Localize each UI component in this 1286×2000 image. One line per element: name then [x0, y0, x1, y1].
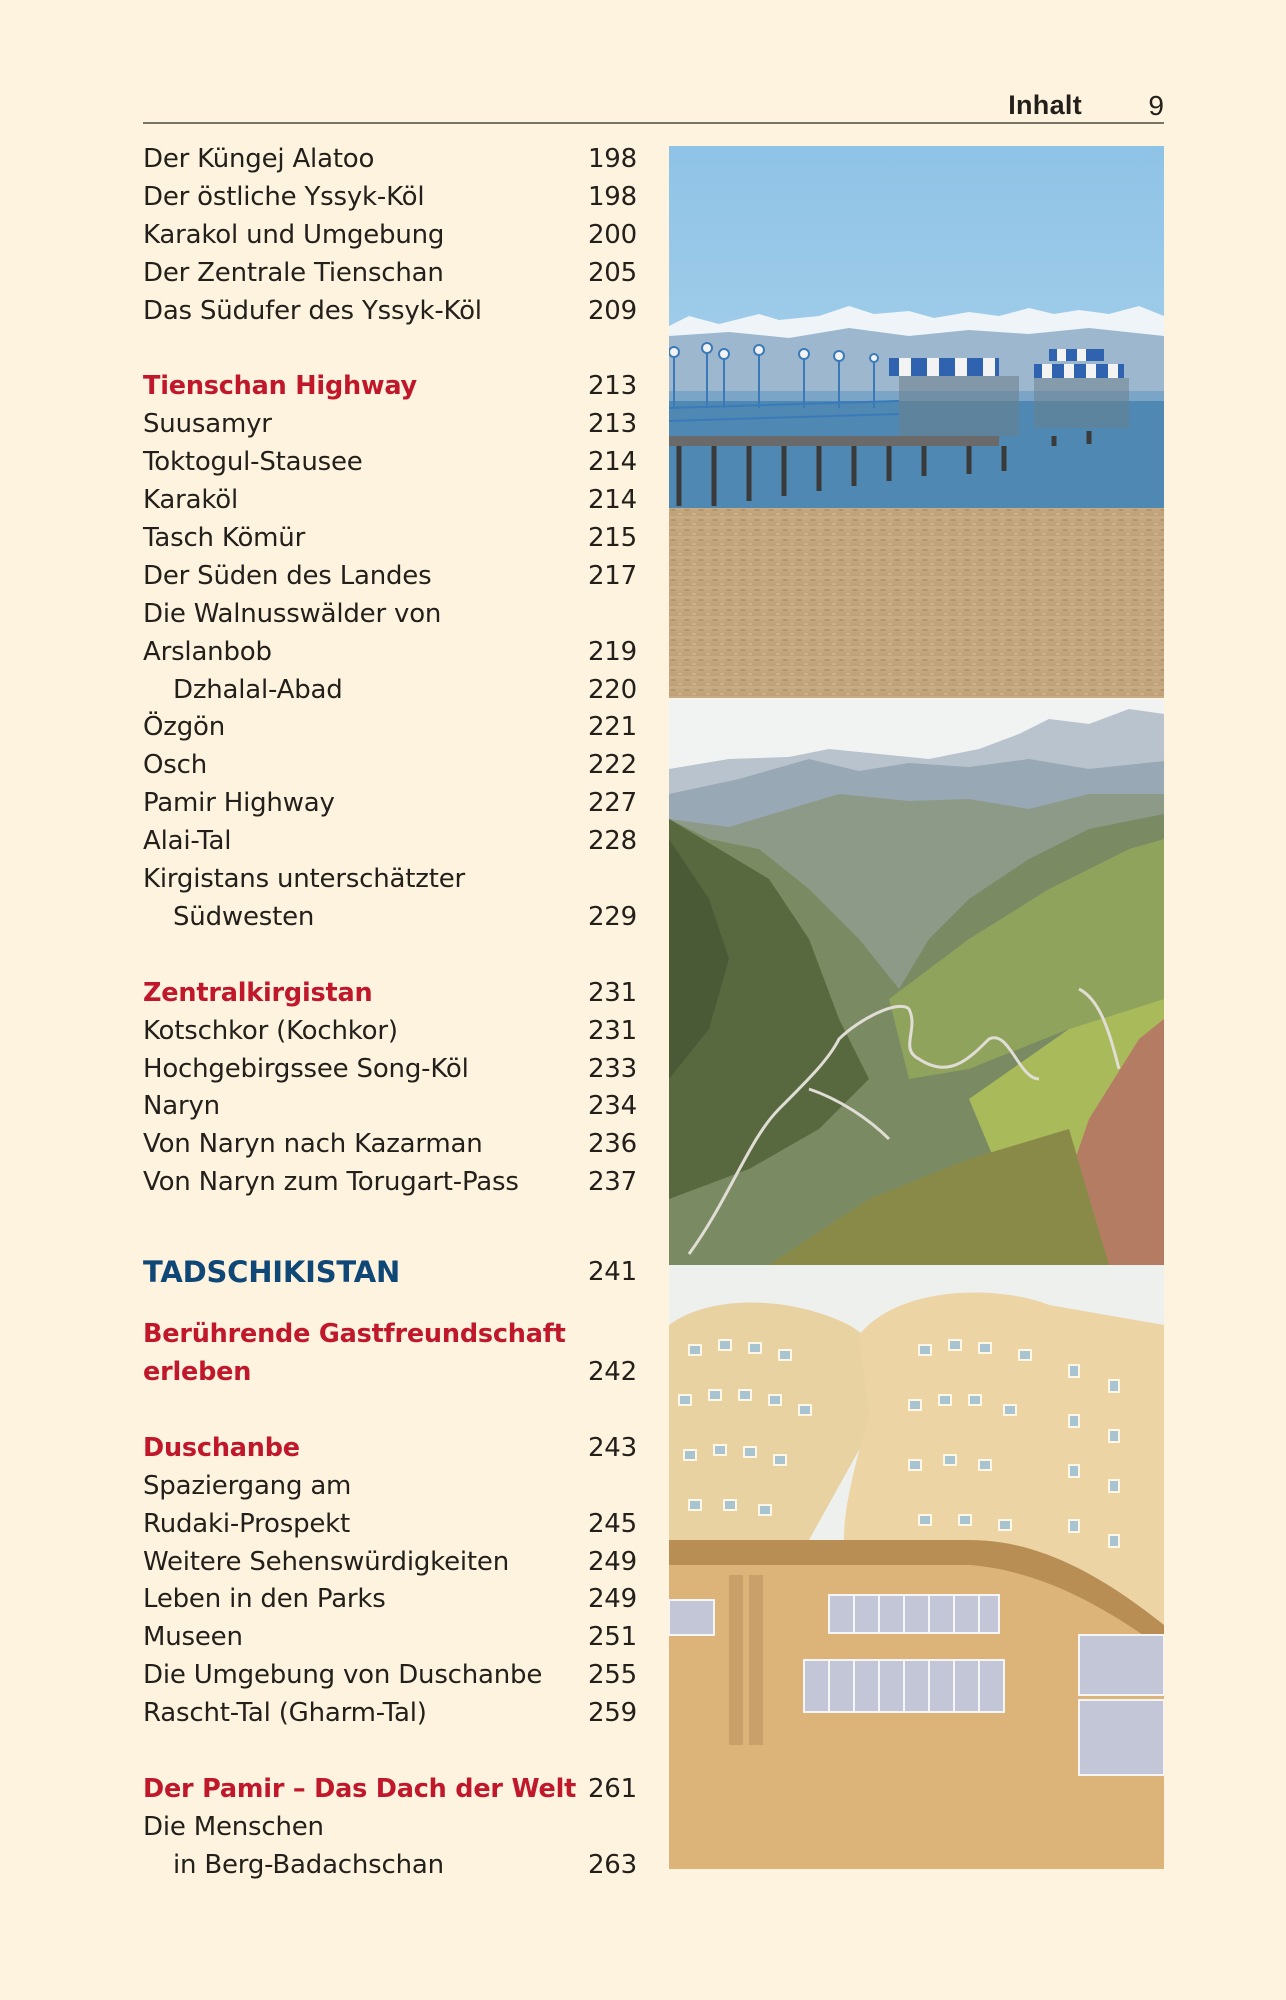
toc-section-label: Berührende Gastfreundschaft: [143, 1319, 566, 1350]
toc-entry-label: Der Zentrale Tienschan: [143, 257, 444, 288]
toc-entry[interactable]: [143, 1619, 637, 1657]
toc-entry-label: Die Menschen: [143, 1811, 324, 1842]
photo-pier-lake-beach: [669, 146, 1164, 698]
toc-entry-label: Rascht-Tal (Gharm-Tal): [143, 1698, 427, 1729]
toc-entry[interactable]: [143, 406, 637, 444]
toc-entry-page: 263: [587, 1849, 637, 1880]
toc-entry-page: 200: [587, 219, 637, 250]
toc-section-heading[interactable]: [143, 1771, 637, 1809]
mountain-valley-photo-illustration: [669, 699, 1164, 1265]
header-section-title: Inhalt: [1008, 90, 1082, 120]
spacer: [143, 1202, 637, 1254]
toc-entry-continuation[interactable]: [143, 1506, 637, 1544]
toc-entry-label: Der Küngej Alatoo: [143, 144, 375, 174]
toc-entry-label: Leben in den Parks: [143, 1584, 386, 1615]
toc-entry-label: Suusamyr: [143, 409, 272, 440]
toc-entry-label: Toktogul-Stausee: [143, 447, 363, 478]
toc-entry-label: Spaziergang am: [143, 1470, 352, 1501]
toc-entry-label: Von Naryn nach Kazarman: [143, 1129, 483, 1160]
toc-entry-page: 219: [587, 636, 637, 667]
toc-entry-page: 227: [587, 788, 637, 819]
toc-entry-page: 245: [587, 1508, 637, 1539]
table-of-contents: [143, 141, 637, 1885]
toc-entry-page: 231: [587, 1015, 637, 1046]
toc-entry-label: Tasch Kömür: [143, 523, 306, 554]
toc-entry-page: 241: [587, 1257, 637, 1288]
toc-entry[interactable]: [143, 785, 637, 823]
spacer: [143, 330, 637, 368]
toc-entry-label: Karaköl: [143, 485, 239, 516]
toc-country-label: TADSCHIKISTAN: [143, 1255, 401, 1290]
toc-entry[interactable]: [143, 1544, 637, 1582]
toc-entry[interactable]: [143, 1088, 637, 1126]
toc-entry-label: Die Walnusswälder von: [143, 598, 442, 629]
toc-entry[interactable]: [143, 596, 637, 634]
toc-entry-page: 236: [587, 1129, 637, 1160]
toc-entry-page: 198: [587, 181, 637, 212]
toc-entry[interactable]: [143, 1051, 637, 1089]
photo-mountain-valley: [669, 699, 1164, 1265]
toc-section-heading-wrapped[interactable]: [143, 1316, 637, 1354]
toc-entry-page: 214: [587, 485, 637, 516]
toc-entry-label: Osch: [143, 750, 207, 781]
toc-entry[interactable]: [143, 293, 637, 331]
toc-entry-continuation[interactable]: [143, 1847, 637, 1885]
toc-section-heading[interactable]: [143, 368, 637, 406]
toc-entry[interactable]: [143, 1581, 637, 1619]
toc-entry-label: Kotschkor (Kochkor): [143, 1015, 398, 1046]
header-page-number: 9: [1148, 90, 1164, 121]
running-header: [143, 88, 1164, 124]
toc-entry[interactable]: [143, 823, 637, 861]
toc-entry-label: Hochgebirgssee Song-Köl: [143, 1053, 469, 1084]
toc-entry-page: 214: [587, 447, 637, 478]
toc-entry-continuation[interactable]: [143, 672, 637, 710]
toc-entry-page: 221: [587, 712, 637, 743]
toc-entry-label: Der Süden des Landes: [143, 560, 432, 591]
toc-entry-page: 234: [587, 1091, 637, 1122]
toc-entry-label: Naryn: [143, 1091, 220, 1122]
toc-entry-label: Das Südufer des Yssyk-Köl: [143, 295, 482, 326]
toc-entry[interactable]: [143, 141, 637, 179]
toc-entry[interactable]: [143, 1013, 637, 1051]
toc-entry-label: Özgön: [143, 712, 226, 743]
toc-entry-page: 220: [587, 674, 637, 705]
toc-entry-page: 255: [587, 1660, 637, 1691]
toc-entry-page: 209: [587, 295, 637, 326]
toc-entry-page: 217: [587, 560, 637, 591]
toc-entry-page: 242: [587, 1356, 637, 1387]
toc-entry-page: 237: [587, 1167, 637, 1198]
toc-entry-label: Von Naryn zum Torugart-Pass: [143, 1167, 519, 1198]
toc-entry-label: in Berg-Badachschan: [173, 1849, 444, 1880]
hotel-towers-photo-illustration: [669, 1265, 1164, 1869]
toc-entry-page: 222: [587, 750, 637, 781]
pier-lake-photo-illustration: [669, 146, 1164, 698]
toc-entry-page: 229: [587, 901, 637, 932]
toc-entry[interactable]: [143, 482, 637, 520]
toc-entry[interactable]: [143, 1695, 637, 1733]
toc-entry-label: Dzhalal-Abad: [173, 674, 343, 705]
toc-entry-page: 205: [587, 257, 637, 288]
toc-entry-page: 213: [587, 409, 637, 440]
toc-entry-wrapped[interactable]: [143, 861, 637, 899]
toc-entry-wrapped[interactable]: [143, 634, 637, 672]
toc-entry[interactable]: [143, 444, 637, 482]
toc-entry[interactable]: [143, 520, 637, 558]
toc-entry-label: Museen: [143, 1622, 243, 1653]
toc-entry-continuation[interactable]: [143, 899, 637, 937]
toc-entry[interactable]: [143, 255, 637, 293]
spacer: [143, 937, 637, 975]
toc-section-heading[interactable]: [143, 1430, 637, 1468]
toc-entry[interactable]: [143, 217, 637, 255]
toc-entry-page: 259: [587, 1698, 637, 1729]
spacer: [143, 1392, 637, 1430]
toc-entry-page: 251: [587, 1622, 637, 1653]
toc-entry-label: Kirgistans unterschätzter: [143, 864, 466, 895]
toc-entry[interactable]: [143, 1126, 637, 1164]
toc-entry-page: 215: [587, 523, 637, 554]
spacer: [143, 1292, 637, 1316]
toc-entry[interactable]: [143, 558, 637, 596]
toc-entry-wrapped[interactable]: [143, 1809, 637, 1847]
toc-entry-page: 249: [587, 1584, 637, 1615]
toc-entry-page: 243: [587, 1432, 637, 1463]
toc-entry-label: Pamir Highway: [143, 788, 335, 819]
toc-entry-label: Der östliche Yssyk-Köl: [143, 181, 425, 212]
toc-entry-label: Karakol und Umgebung: [143, 219, 445, 250]
toc-section-label: Zentralkirgistan: [143, 977, 373, 1008]
toc-entry-page: 198: [587, 144, 637, 174]
toc-section-heading-continuation[interactable]: [143, 1354, 637, 1392]
toc-entry-label: Rudaki-Prospekt: [143, 1508, 351, 1539]
toc-entry-page: 233: [587, 1053, 637, 1084]
toc-section-label: Duschanbe: [143, 1432, 300, 1463]
photo-hotel-towers: [669, 1265, 1164, 1869]
toc-section-label: Tienschan Highway: [143, 371, 417, 402]
toc-entry[interactable]: [143, 709, 637, 747]
toc-entry[interactable]: [143, 179, 637, 217]
toc-entry-label: Südwesten: [173, 901, 315, 932]
toc-country-heading[interactable]: [143, 1254, 637, 1292]
toc-entry-label: Die Umgebung von Duschanbe: [143, 1660, 543, 1691]
toc-entry-label: Weitere Sehenswürdigkeiten: [143, 1546, 509, 1577]
toc-entry-wrapped[interactable]: [143, 1468, 637, 1506]
toc-entry-page: 213: [587, 371, 637, 402]
toc-section-label: erleben: [143, 1356, 252, 1387]
toc-entry[interactable]: [143, 1657, 637, 1695]
toc-entry-page: 228: [587, 826, 637, 857]
toc-section-label: Der Pamir – Das Dach der Welt: [143, 1773, 577, 1804]
toc-entry-page: 249: [587, 1546, 637, 1577]
spacer: [143, 1733, 637, 1771]
toc-entry-page: 231: [587, 977, 637, 1008]
toc-entry[interactable]: [143, 1164, 637, 1202]
toc-entry-label: Alai-Tal: [143, 826, 232, 857]
toc-entry-page: 261: [587, 1773, 637, 1804]
toc-section-heading[interactable]: [143, 975, 637, 1013]
toc-entry[interactable]: [143, 747, 637, 785]
toc-entry-label: Arslanbob: [143, 636, 272, 667]
